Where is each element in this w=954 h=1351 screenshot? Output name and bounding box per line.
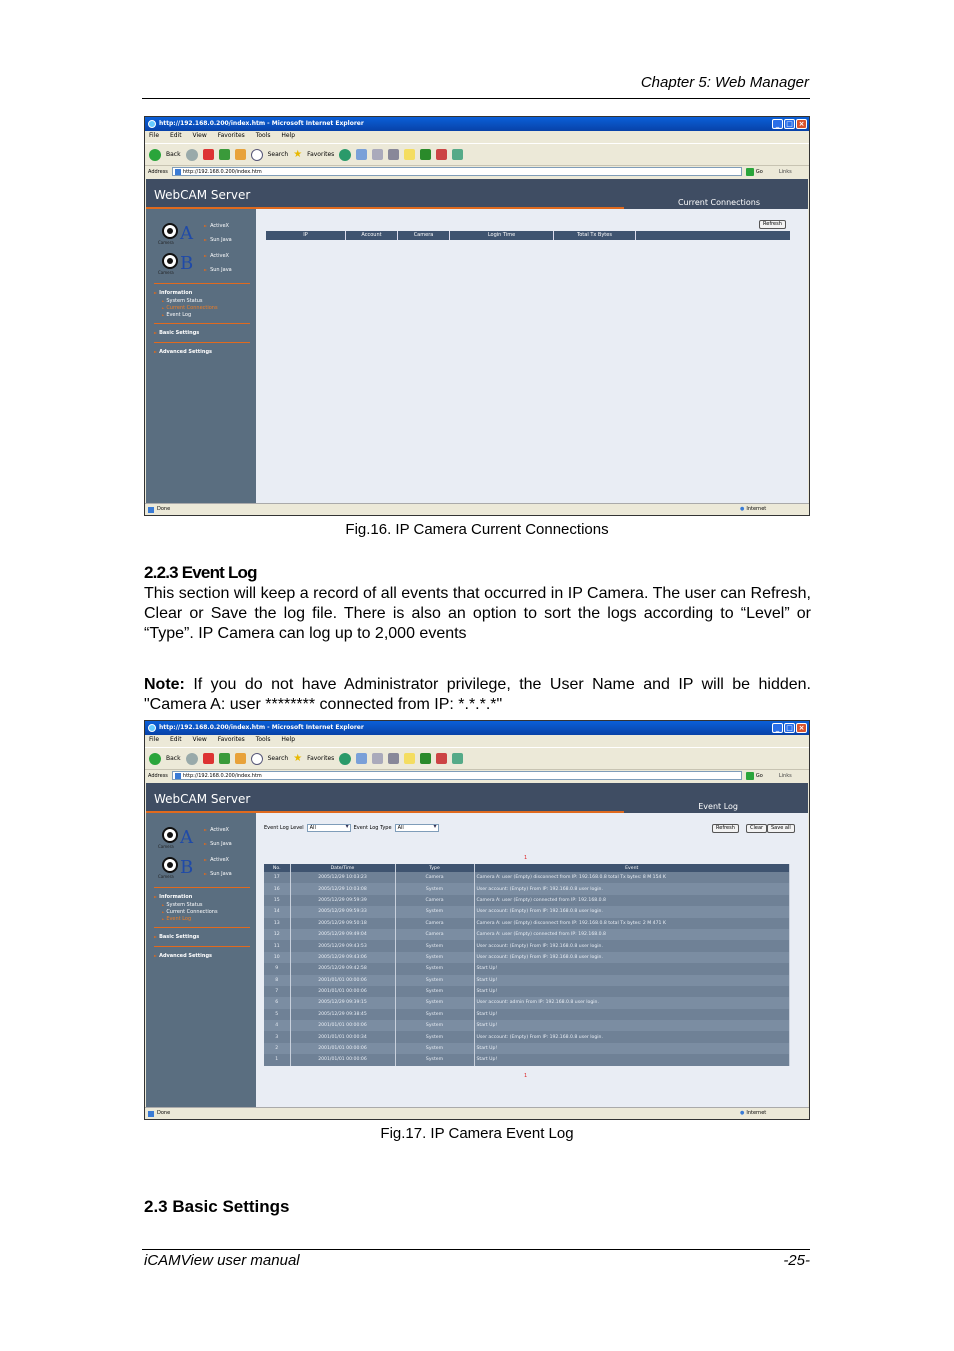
left-nav bbox=[146, 209, 256, 503]
menu-tools[interactable]: Tools bbox=[255, 132, 271, 139]
menu-file[interactable]: File bbox=[149, 736, 160, 743]
address-label: Address bbox=[148, 772, 168, 779]
menu-help[interactable]: Help bbox=[281, 132, 296, 139]
table-row bbox=[264, 1031, 790, 1042]
page-title: Event Log bbox=[698, 802, 738, 811]
note-label: Note: bbox=[144, 676, 185, 693]
page-done-icon bbox=[148, 507, 154, 513]
media-icon[interactable] bbox=[339, 753, 351, 765]
search-icon[interactable] bbox=[251, 753, 263, 765]
row-event: User account: (Empty) From IP: 192.168.0.8 user login. bbox=[474, 940, 790, 951]
event-log-filters bbox=[264, 824, 439, 832]
table-row bbox=[264, 975, 790, 986]
table-row bbox=[264, 1054, 790, 1065]
go-arrow-icon bbox=[746, 168, 754, 176]
row-type: System bbox=[395, 1054, 474, 1065]
row-no: 11 bbox=[264, 940, 290, 951]
nav-system-status[interactable]: ► System Status bbox=[162, 902, 202, 908]
page-done-icon bbox=[148, 1111, 154, 1117]
menu-bar bbox=[145, 735, 809, 745]
row-type: System bbox=[395, 883, 474, 894]
window-title: http://192.168.0.200/index.htm - Microsoft Internet Explorer bbox=[159, 724, 364, 731]
table-row bbox=[264, 1020, 790, 1031]
row-no: 4 bbox=[264, 1020, 290, 1031]
row-event: User account: (Empty) From IP: 192.168.0.8 user login. bbox=[474, 906, 790, 917]
favorites-label[interactable]: Favorites bbox=[307, 755, 335, 762]
row-datetime: 2005/12/29 09:39:15 bbox=[290, 997, 395, 1008]
mail-icon[interactable] bbox=[356, 753, 367, 764]
brand-title: WebCAM Server bbox=[154, 792, 251, 806]
tool-icon[interactable] bbox=[452, 753, 463, 764]
col-camera: Camera bbox=[398, 231, 450, 240]
fig17-caption: Fig.17. IP Camera Event Log bbox=[380, 1125, 574, 1142]
address-value: http://192.168.0.200/index.htm bbox=[182, 169, 262, 175]
window-title: http://192.168.0.200/index.htm - Microsoft Internet Explorer bbox=[159, 120, 364, 127]
row-datetime: 2005/12/29 09:38:45 bbox=[290, 1009, 395, 1020]
fig16-caption: Fig.16. IP Camera Current Connections bbox=[345, 521, 609, 538]
camera-label: Camera bbox=[158, 270, 174, 275]
forward-icon[interactable] bbox=[186, 149, 198, 161]
section-heading-basic-settings: 2.3 Basic Settings bbox=[144, 1197, 290, 1216]
camera-b-sunjava-link[interactable]: ► Sun Java bbox=[204, 871, 232, 877]
browser-toolbar bbox=[145, 143, 809, 165]
back-label[interactable]: Back bbox=[166, 151, 181, 158]
row-event: Start Up! bbox=[474, 1009, 790, 1020]
media-icon[interactable] bbox=[339, 149, 351, 161]
camera-a-activex-link[interactable]: ► ActiveX bbox=[204, 827, 229, 833]
table-row bbox=[264, 906, 790, 917]
camera-a-letter: A bbox=[180, 827, 193, 848]
menu-view[interactable]: View bbox=[192, 736, 207, 743]
address-value: http://192.168.0.200/index.htm bbox=[182, 773, 262, 779]
row-datetime: 2001/01/01 00:00:06 bbox=[290, 975, 395, 986]
row-no: 9 bbox=[264, 963, 290, 974]
row-datetime: 2005/12/29 09:50:18 bbox=[290, 918, 395, 929]
row-datetime: 2005/12/29 09:43:53 bbox=[290, 940, 395, 951]
table-row bbox=[264, 940, 790, 951]
row-type: System bbox=[395, 1009, 474, 1020]
row-no: 17 bbox=[264, 872, 290, 883]
search-icon[interactable] bbox=[251, 149, 263, 161]
row-no: 10 bbox=[264, 952, 290, 963]
row-no: 5 bbox=[264, 1009, 290, 1020]
col-ip: IP bbox=[266, 231, 346, 240]
table-row bbox=[264, 1043, 790, 1054]
footer-page-number: -25- bbox=[783, 1252, 810, 1269]
menu-favorites[interactable]: Favorites bbox=[217, 132, 245, 139]
table-row bbox=[264, 986, 790, 997]
status-text: Done bbox=[157, 506, 171, 512]
row-type: Camera bbox=[395, 918, 474, 929]
event-log-type-label: Event Log Type bbox=[353, 825, 392, 831]
table-row bbox=[264, 963, 790, 974]
row-no: 2 bbox=[264, 1043, 290, 1054]
row-event: Camera A: user (Empty) connected from IP: 192.168.0.8 bbox=[474, 895, 790, 906]
address-bar bbox=[145, 769, 809, 781]
camera-label: Camera bbox=[158, 844, 174, 849]
col-type: Type bbox=[395, 864, 474, 872]
row-datetime: 2005/12/29 10:03:23 bbox=[290, 872, 395, 883]
row-type: System bbox=[395, 1031, 474, 1042]
menu-bar bbox=[145, 131, 809, 141]
edit-icon[interactable] bbox=[388, 149, 399, 160]
nav-information[interactable]: ► Information bbox=[154, 290, 192, 296]
messenger-icon[interactable] bbox=[420, 149, 431, 160]
content-area bbox=[256, 813, 808, 1107]
table-row bbox=[264, 929, 790, 940]
research-icon[interactable] bbox=[436, 753, 447, 764]
brand-title: WebCAM Server bbox=[154, 188, 251, 202]
row-event: Start Up! bbox=[474, 1020, 790, 1031]
go-button[interactable] bbox=[746, 168, 763, 176]
camera-b-activex-link[interactable]: ► ActiveX bbox=[204, 253, 229, 259]
event-log-level-select[interactable]: All ▾ bbox=[307, 824, 351, 832]
camera-a-sunjava-link[interactable]: ► Sun Java bbox=[204, 237, 232, 243]
row-datetime: 2001/01/01 00:00:06 bbox=[290, 1043, 395, 1054]
stop-icon[interactable] bbox=[203, 149, 214, 160]
event-log-paragraph: This section will keep a record of all events that occurred in IP Camera. The user can Refresh, Clear or Save the log file. There is also an option to sort the logs according to “Level” or “Type”. IP Camera can log up to 2,000 events bbox=[144, 585, 811, 642]
row-no: 8 bbox=[264, 975, 290, 986]
page-icon bbox=[175, 773, 181, 779]
footer-rule bbox=[142, 1249, 810, 1250]
row-event: Start Up! bbox=[474, 1043, 790, 1054]
camera-lens-icon bbox=[162, 827, 178, 843]
browser-toolbar bbox=[145, 747, 809, 769]
row-datetime: 2001/01/01 00:00:06 bbox=[290, 1020, 395, 1031]
window-titlebar bbox=[145, 117, 809, 131]
menu-file[interactable]: File bbox=[149, 132, 160, 139]
row-type: System bbox=[395, 940, 474, 951]
row-event: Start Up! bbox=[474, 986, 790, 997]
row-type: System bbox=[395, 997, 474, 1008]
refresh-button[interactable]: Refresh bbox=[712, 824, 739, 833]
camera-label: Camera bbox=[158, 874, 174, 879]
go-label: Go bbox=[755, 168, 763, 175]
row-type: System bbox=[395, 1043, 474, 1054]
table-row bbox=[264, 997, 790, 1008]
nav-divider bbox=[154, 887, 250, 888]
row-datetime: 2001/01/01 00:00:06 bbox=[290, 1054, 395, 1065]
screenshot-event-log bbox=[144, 720, 810, 1120]
messenger-icon[interactable] bbox=[420, 753, 431, 764]
tool-icon[interactable] bbox=[452, 149, 463, 160]
menu-view[interactable]: View bbox=[192, 132, 207, 139]
stop-icon[interactable] bbox=[203, 753, 214, 764]
camera-lens-icon bbox=[162, 223, 178, 239]
page-icon bbox=[175, 169, 181, 175]
nav-divider bbox=[154, 342, 250, 343]
row-no: 14 bbox=[264, 906, 290, 917]
footer-manual-title: iCAMView user manual bbox=[144, 1252, 300, 1269]
row-datetime: 2005/12/29 09:42:58 bbox=[290, 963, 395, 974]
nav-current-connections[interactable]: ► Current Connections bbox=[162, 909, 218, 915]
camera-b-logo bbox=[158, 855, 196, 881]
col-event: Event bbox=[474, 864, 790, 872]
nav-basic-settings[interactable]: ► Basic Settings bbox=[154, 330, 199, 336]
row-no: 13 bbox=[264, 918, 290, 929]
back-icon[interactable] bbox=[149, 753, 161, 765]
save-all-button[interactable]: Save all bbox=[767, 824, 795, 833]
table-row bbox=[264, 918, 790, 929]
links-label[interactable]: Links bbox=[778, 772, 792, 779]
webcam-banner bbox=[146, 783, 808, 813]
col-date-time: Date/Time bbox=[290, 864, 395, 872]
nav-advanced-settings[interactable]: ► Advanced Settings bbox=[154, 349, 212, 355]
edit-icon[interactable] bbox=[388, 753, 399, 764]
row-no: 6 bbox=[264, 997, 290, 1008]
nav-advanced-settings[interactable]: ► Advanced Settings bbox=[154, 953, 212, 959]
table-row bbox=[264, 883, 790, 894]
row-no: 12 bbox=[264, 929, 290, 940]
camera-b-logo bbox=[158, 251, 196, 277]
nav-divider bbox=[154, 323, 250, 324]
row-event: Camera A: user (Empty) disconnect from IP: 192.168.0.8 total Tx bytes: 8 M 154 K bbox=[474, 872, 790, 883]
note-text: If you do not have Administrator privilege, the User Name and IP will be hidden. "Camera A: user ******** connected from IP: *.*.*.*" bbox=[144, 676, 811, 713]
row-no: 16 bbox=[264, 883, 290, 894]
row-event: Start Up! bbox=[474, 963, 790, 974]
col-login-time: Login Time bbox=[450, 231, 554, 240]
print-icon[interactable] bbox=[372, 149, 383, 160]
row-type: System bbox=[395, 963, 474, 974]
event-log-level-label: Event Log Level bbox=[264, 825, 304, 831]
go-arrow-icon bbox=[746, 772, 754, 780]
row-event: Camera A: user (Empty) connected from IP: 192.168.0.8 bbox=[474, 929, 790, 940]
close-button[interactable]: × bbox=[796, 119, 807, 129]
row-event: User account: admin From IP: 192.168.0.8 user login. bbox=[474, 997, 790, 1008]
search-label[interactable]: Search bbox=[267, 755, 289, 762]
maximize-button[interactable]: □ bbox=[784, 119, 795, 129]
ie-icon bbox=[148, 724, 156, 732]
webcam-banner bbox=[146, 179, 808, 209]
row-event: User account: (Empty) From IP: 192.168.0.8 user login. bbox=[474, 1031, 790, 1042]
address-input[interactable] bbox=[172, 167, 742, 176]
camera-a-logo bbox=[158, 221, 196, 247]
discuss-icon[interactable] bbox=[404, 149, 415, 160]
nav-divider bbox=[154, 946, 250, 947]
back-label[interactable]: Back bbox=[166, 755, 181, 762]
table-header-row bbox=[264, 864, 790, 872]
col-account: Account bbox=[346, 231, 398, 240]
connections-table-header bbox=[266, 231, 790, 240]
camera-a-logo bbox=[158, 825, 196, 851]
back-icon[interactable] bbox=[149, 149, 161, 161]
refresh-icon[interactable] bbox=[219, 149, 230, 160]
favorites-icon[interactable]: ★ bbox=[293, 753, 303, 764]
row-type: System bbox=[395, 975, 474, 986]
row-type: System bbox=[395, 986, 474, 997]
camera-a-letter: A bbox=[180, 223, 193, 244]
clear-button[interactable]: Clear bbox=[746, 824, 767, 833]
screenshot-current-connections bbox=[144, 116, 810, 516]
camera-b-letter: B bbox=[180, 253, 194, 274]
zone-text: ● Internet bbox=[740, 1108, 766, 1119]
table-row bbox=[264, 1009, 790, 1020]
col-total-tx-bytes: Total Tx Bytes bbox=[554, 231, 636, 240]
row-datetime: 2005/12/29 09:43:06 bbox=[290, 952, 395, 963]
row-event: Camera A: user (Empty) disconnect from IP: 192.168.0.8 total Tx bytes: 2 M 471 K bbox=[474, 918, 790, 929]
go-label: Go bbox=[755, 772, 763, 779]
camera-a-activex-link[interactable]: ► ActiveX bbox=[204, 223, 229, 229]
page-title: Current Connections bbox=[677, 198, 760, 207]
go-button[interactable] bbox=[746, 772, 763, 780]
row-no: 1 bbox=[264, 1054, 290, 1065]
discuss-icon[interactable] bbox=[404, 753, 415, 764]
row-type: Camera bbox=[395, 872, 474, 883]
event-log-table bbox=[264, 864, 790, 1066]
section-heading-event-log: 2.2.3 Event Log bbox=[144, 563, 257, 582]
camera-b-activex-link[interactable]: ► ActiveX bbox=[204, 857, 229, 863]
favorites-label[interactable]: Favorites bbox=[307, 151, 335, 158]
col-no: No. bbox=[264, 864, 290, 872]
row-datetime: 2005/12/29 09:59:33 bbox=[290, 906, 395, 917]
event-log-type-select[interactable]: All ▾ bbox=[395, 824, 439, 832]
row-datetime: 2001/01/01 00:00:06 bbox=[290, 986, 395, 997]
nav-event-log[interactable]: ► Event Log bbox=[162, 916, 191, 922]
row-type: Camera bbox=[395, 929, 474, 940]
status-bar bbox=[145, 1107, 809, 1119]
minimize-button[interactable]: _ bbox=[772, 119, 783, 129]
address-label: Address bbox=[148, 168, 168, 175]
address-input[interactable] bbox=[172, 771, 742, 780]
menu-tools[interactable]: Tools bbox=[255, 736, 271, 743]
row-no: 15 bbox=[264, 895, 290, 906]
nav-divider bbox=[154, 283, 250, 284]
webcam-page bbox=[146, 179, 808, 503]
camera-lens-icon bbox=[162, 253, 178, 269]
row-event: User account: (Empty) From IP: 192.168.0.8 user login. bbox=[474, 883, 790, 894]
camera-lens-icon bbox=[162, 857, 178, 873]
chapter-header: Chapter 5: Web Manager bbox=[640, 74, 809, 91]
window-titlebar bbox=[145, 721, 809, 735]
maximize-button[interactable]: □ bbox=[784, 723, 795, 733]
nav-divider bbox=[154, 927, 250, 928]
row-event: Start Up! bbox=[474, 975, 790, 986]
mail-icon[interactable] bbox=[356, 149, 367, 160]
row-no: 3 bbox=[264, 1031, 290, 1042]
row-datetime: 2005/12/29 09:59:39 bbox=[290, 895, 395, 906]
camera-a-sunjava-link[interactable]: ► Sun Java bbox=[204, 841, 232, 847]
ie-icon bbox=[148, 120, 156, 128]
status-bar bbox=[145, 503, 809, 515]
print-icon[interactable] bbox=[372, 753, 383, 764]
row-datetime: 2001/01/01 00:00:34 bbox=[290, 1031, 395, 1042]
note-paragraph bbox=[144, 675, 811, 715]
row-type: Camera bbox=[395, 895, 474, 906]
row-type: System bbox=[395, 906, 474, 917]
status-text: Done bbox=[157, 1110, 171, 1116]
camera-label: Camera bbox=[158, 240, 174, 245]
minimize-button[interactable]: _ bbox=[772, 723, 783, 733]
page-number-top[interactable]: 1 bbox=[524, 855, 528, 861]
links-label[interactable]: Links bbox=[778, 168, 792, 175]
row-type: System bbox=[395, 1020, 474, 1031]
address-bar bbox=[145, 165, 809, 177]
zone-text: ● Internet bbox=[740, 504, 766, 515]
row-datetime: 2005/12/29 09:49:04 bbox=[290, 929, 395, 940]
home-icon[interactable] bbox=[235, 753, 246, 764]
row-type: System bbox=[395, 952, 474, 963]
nav-system-status[interactable]: ► System Status bbox=[162, 298, 202, 304]
menu-edit[interactable]: Edit bbox=[169, 736, 182, 743]
refresh-icon[interactable] bbox=[219, 753, 230, 764]
research-icon[interactable] bbox=[436, 149, 447, 160]
refresh-button[interactable]: Refresh bbox=[759, 220, 786, 229]
webcam-page bbox=[146, 783, 808, 1107]
menu-help[interactable]: Help bbox=[281, 736, 296, 743]
nav-basic-settings[interactable]: ► Basic Settings bbox=[154, 934, 199, 940]
row-event: User account: (Empty) From IP: 192.168.0.8 user login. bbox=[474, 952, 790, 963]
table-row bbox=[264, 952, 790, 963]
table-row bbox=[264, 872, 790, 883]
table-row bbox=[264, 895, 790, 906]
row-no: 7 bbox=[264, 986, 290, 997]
page-number-bottom[interactable]: 1 bbox=[524, 1073, 528, 1079]
favorites-icon[interactable]: ★ bbox=[293, 149, 303, 160]
search-label[interactable]: Search bbox=[267, 151, 289, 158]
nav-information[interactable]: ► Information bbox=[154, 894, 192, 900]
left-nav bbox=[146, 813, 256, 1107]
menu-edit[interactable]: Edit bbox=[169, 132, 182, 139]
content-area bbox=[256, 209, 808, 503]
row-datetime: 2005/12/29 10:03:08 bbox=[290, 883, 395, 894]
nav-current-connections[interactable]: ► Current Connections bbox=[162, 305, 218, 311]
camera-b-sunjava-link[interactable]: ► Sun Java bbox=[204, 267, 232, 273]
forward-icon[interactable] bbox=[186, 753, 198, 765]
close-button[interactable]: × bbox=[796, 723, 807, 733]
col-blank bbox=[636, 231, 790, 240]
menu-favorites[interactable]: Favorites bbox=[217, 736, 245, 743]
header-rule bbox=[142, 98, 810, 99]
nav-event-log[interactable]: ► Event Log bbox=[162, 312, 191, 318]
row-event: Start Up! bbox=[474, 1054, 790, 1065]
home-icon[interactable] bbox=[235, 149, 246, 160]
camera-b-letter: B bbox=[180, 857, 194, 878]
